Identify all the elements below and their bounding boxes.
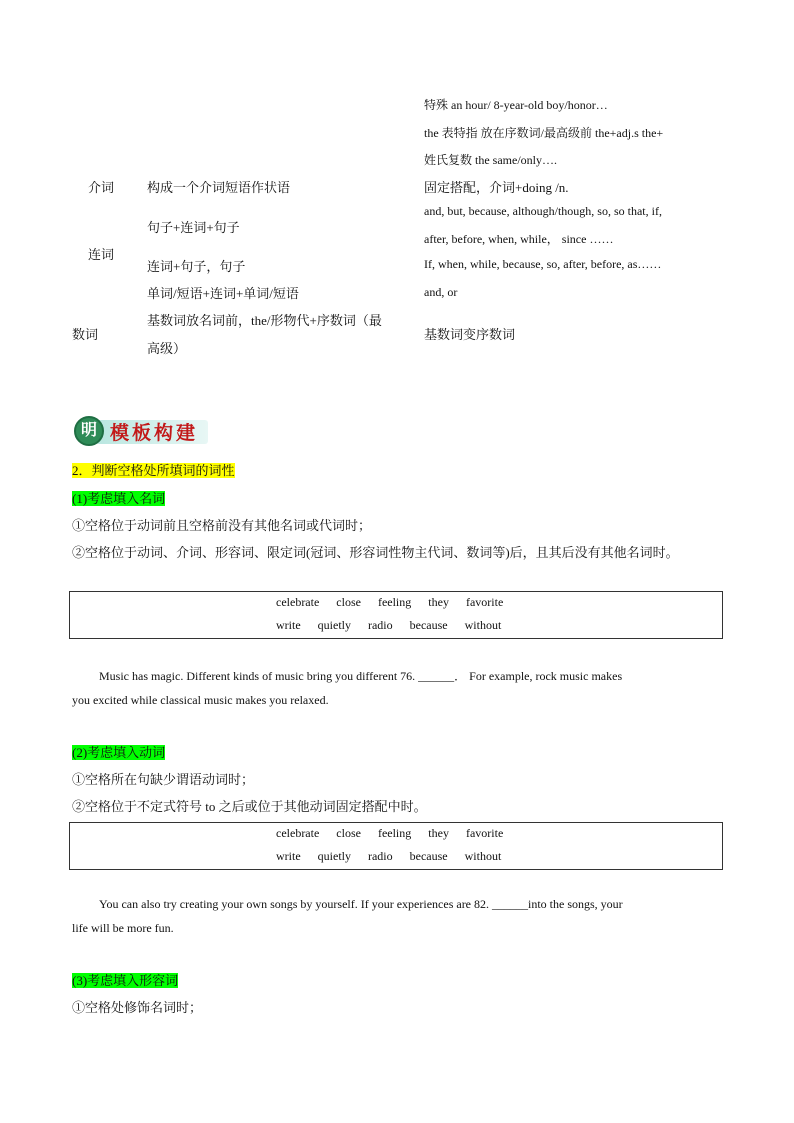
term-preposition: 介词 xyxy=(88,180,115,195)
word: celebrate xyxy=(276,826,320,840)
word: quietly xyxy=(317,618,351,632)
word: quietly xyxy=(317,849,351,863)
noun-heading: (1)考虑填入名词 xyxy=(72,491,166,506)
word: close xyxy=(336,826,361,840)
template-banner xyxy=(74,414,214,448)
word-box-noun xyxy=(69,591,723,639)
usage-conjunction-1: 句子+连词+句子 xyxy=(147,220,240,235)
preposition-note-special: 特殊 an hour/ 8-year-old boy/honor… xyxy=(424,98,608,112)
adjective-rule-1: ①空格处修饰名词时； xyxy=(72,1000,203,1015)
verb-passage-line-2: life will be more fun. xyxy=(72,921,174,935)
word: feeling xyxy=(377,595,412,609)
note-conjunction-2: after, before, when, while， since …… xyxy=(424,232,614,246)
word: radio xyxy=(367,849,393,863)
word-box-row-2 xyxy=(276,849,515,864)
word: without xyxy=(464,618,502,632)
usage-conjunction-2: 连词+句子，句子 xyxy=(147,259,246,274)
term-conjunction: 连词 xyxy=(88,247,115,262)
word: because xyxy=(409,849,448,863)
word-box-row-2 xyxy=(276,618,515,633)
noun-passage-line-2: you excited while classical music makes you relaxed. xyxy=(72,693,329,707)
word-box-row-1 xyxy=(276,595,517,610)
word: because xyxy=(409,618,448,632)
note-conjunction-1: and, but, because, although/though, so, so that, if, xyxy=(424,204,662,218)
section-title: 2．判断空格处所填词的词性 xyxy=(72,463,235,478)
verb-heading: (2)考虑填入动词 xyxy=(72,745,166,760)
word: without xyxy=(464,849,502,863)
noun-passage-line-1: Music has magic. Different kinds of music bring you different 76. ______． For example, rock music makes xyxy=(99,669,623,683)
verb-rule-2: ②空格位于不定式符号 to 之后或位于其他动词固定搭配中时。 xyxy=(72,799,427,814)
word: radio xyxy=(367,618,393,632)
word: favorite xyxy=(465,826,504,840)
usage-numeral-2: 高级） xyxy=(147,341,187,356)
note-conjunction-3: If, when, while, because, so, after, before, as…… xyxy=(424,257,662,271)
verb-passage-line-1: You can also try creating your own songs by yourself. If your experiences are 82. ______into the songs, your xyxy=(99,897,623,911)
word: they xyxy=(428,595,449,609)
preposition-note-surname: 姓氏复数 the same/only…. xyxy=(424,153,557,167)
noun-rule-2: ②空格位于动词、介词、形容词、限定词(冠词、形容词性物主代词、数词等)后，且其后没有其他名词时。 xyxy=(72,545,679,560)
note-preposition: 固定搭配，介词+doing /n. xyxy=(424,180,569,195)
word: celebrate xyxy=(276,595,320,609)
word-box-row-1 xyxy=(276,826,517,841)
usage-conjunction-3: 单词/短语+连词+单词/短语 xyxy=(147,286,299,301)
preposition-note-the: the 表特指 放在序数词/最高级前 the+adj.s the+ xyxy=(424,126,664,140)
banner-badge: 明 xyxy=(74,416,104,446)
banner-title: 模板构建 xyxy=(110,422,199,444)
word: favorite xyxy=(465,595,504,609)
word: feeling xyxy=(377,826,412,840)
term-numeral: 数词 xyxy=(72,327,99,342)
word: write xyxy=(276,849,301,863)
word: write xyxy=(276,618,301,632)
adjective-heading: (3)考虑填入形容词 xyxy=(72,973,179,988)
verb-rule-1: ①空格所在句缺少谓语动词时； xyxy=(72,772,255,787)
word: they xyxy=(428,826,449,840)
usage-numeral-1: 基数词放名词前，the/形物代+序数词（最 xyxy=(147,313,382,328)
usage-preposition: 构成一个介词短语作状语 xyxy=(147,180,291,195)
word-box-verb xyxy=(69,822,723,870)
note-conjunction-4: and, or xyxy=(424,285,458,299)
noun-rule-1: ①空格位于动词前且空格前没有其他名词或代词时； xyxy=(72,518,372,533)
note-numeral: 基数词变序数词 xyxy=(424,327,516,342)
word: close xyxy=(336,595,361,609)
